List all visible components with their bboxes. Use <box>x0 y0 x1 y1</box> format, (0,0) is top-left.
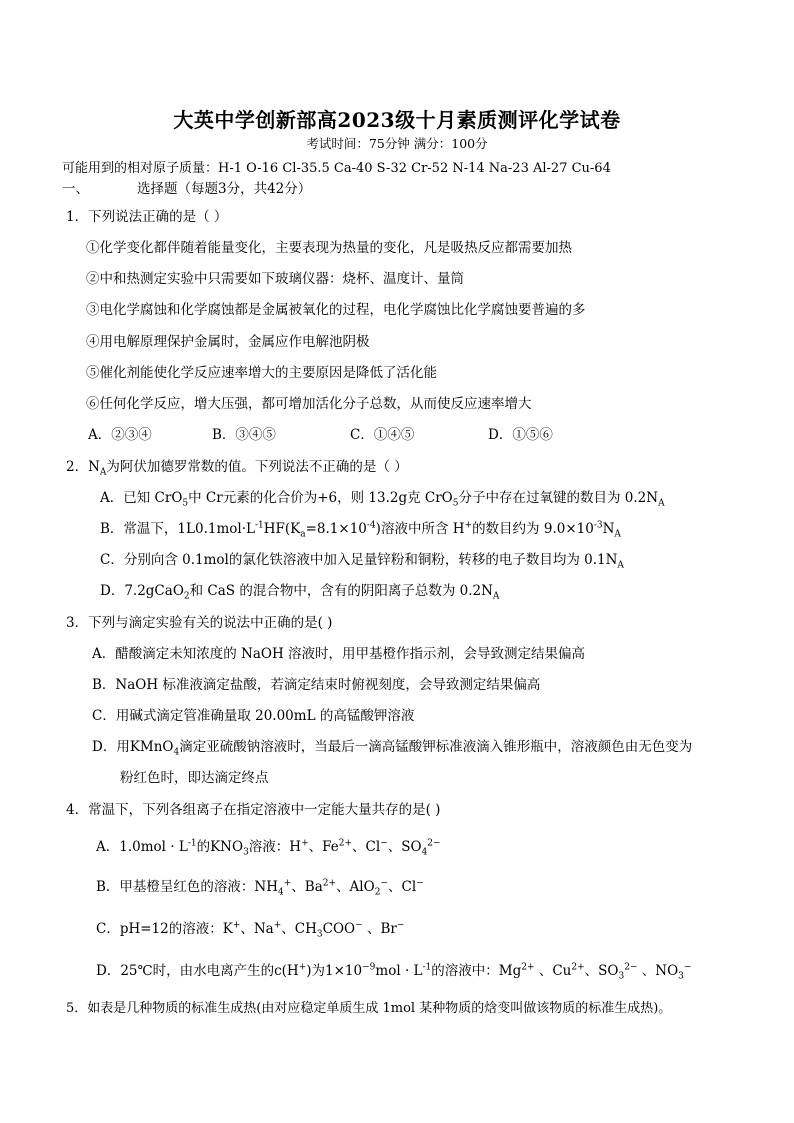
q3-option-a: A．醋酸滴定未知浓度的 NaOH 溶液时，用甲基橙作指示剂，会导致测定结果偏高 <box>92 646 586 662</box>
exam-info: 考试时间：75分钟 满分：100分 <box>306 136 488 151</box>
q4-option-c: C．pH=12的溶液：K+、Na+、$CH_3COO^-$ 、Br− <box>96 920 405 940</box>
q1-item: ③电化学腐蚀和化学腐蚀都是金属被氧化的过程，电化学腐蚀比化学腐蚀要普遍的多 <box>86 302 586 318</box>
q4-option-b: B．甲基橙呈红色的溶液：$NH_4^+$、$Ba^{2+}$、AlO$_2$−、Cl− <box>96 878 424 898</box>
page-title: 大英中学创新部高2023级十月素质测评化学试卷 <box>173 108 621 132</box>
q2-option-a: A．已知 CrO$_5$中 Cr元素的化合价为+6，则 13.2g克 CrO$_5$分子中存在过氧键的数目为 $0.2N_A$ <box>100 490 665 509</box>
q3-option-d: D．用KMnO$_4$滴定亚硫酸钠溶液时，当最后一滴高锰酸钾标准液滴入锥形瓶中，溶液颜色由无色变为 <box>92 739 693 758</box>
q3-stem: 3．下列与滴定实验有关的说法中正确的是( ) <box>66 615 333 631</box>
q1-option-b: B．③④⑤ <box>212 427 276 443</box>
q5-stem: 5．如表是几种物质的标准生成热(由对应稳定单质生成 1mol 某种物质的焓变叫做该物质的标准生成热)。 <box>66 1001 672 1016</box>
q1-item: ②中和热测定实验中只需要如下玻璃仪器：烧杯、温度计、量筒 <box>86 271 464 287</box>
q4-option-a: A．$1.0mol \cdot L^{-1}$的$KNO_3$溶液：H+、$Fe^{2+}$、Cl−、$SO_4^{2-}$ <box>96 838 441 858</box>
q3-option-b: B．NaOH 标准液滴定盐酸，若滴定结束时俯视刻度，会导致测定结果偏高 <box>92 677 541 693</box>
q4-option-d: D．25℃时，由水电离产生的c(H+)为$1\times 10^{-9}mol \cdot L^{-1}$的溶液中：$Mg^{2+}$ 、$Cu^{2+}$、$SO_3^{2-}$ 、$NO_3^-$ <box>96 962 692 982</box>
q3-option-c: C．用碱式滴定管准确量取 20.00mL 的高锰酸钾溶液 <box>92 708 415 724</box>
q1-options <box>88 426 553 444</box>
q2-option-b: B．常温下，$1L0.1mol\cdot L^{-1}HF(K_a=8.1\times 10^{-4})$溶液中所含 H+的数目约为 $9.0\times 10^{-3}N_A$ <box>100 520 621 540</box>
q1-option-d: D．①⑤⑥ <box>488 427 553 443</box>
atomic-masses: 可能用到的相对原子质量：H-1 O-16 Cl-35.5 Ca-40 S-32 Cr-52 N-14 Na-23 Al-27 Cu-64 <box>62 161 611 176</box>
section-number: 一、 <box>62 181 89 197</box>
q1-item: ①化学变化都伴随着能量变化，主要表现为热量的变化，凡是吸热反应都需要加热 <box>86 240 572 256</box>
q2-stem: 2．$N_A$为阿伏加德罗常数的值。下列说法不正确的是（ ） <box>66 459 408 478</box>
q1-option-a: A．②③④ <box>88 427 152 443</box>
q1-stem: 1．下列说法正确的是（ ） <box>66 209 228 225</box>
q3-option-d-continued: 粉红色时，即达滴定终点 <box>120 770 269 786</box>
q1-item: ⑥任何化学反应，增大压强，都可增加活化分子总数，从而使反应速率增大 <box>86 396 532 412</box>
q1-option-c: C．①④⑤ <box>350 427 415 443</box>
q2-option-d: D．7.2gCaO$_2$和 CaS 的混合物中，含有的阴阳离子总数为 $0.2N_A$ <box>100 583 500 602</box>
section-heading <box>62 180 311 198</box>
q1-item: ④用电解原理保护金属时，金属应作电解池阴极 <box>86 334 370 350</box>
q2-option-c: C．分别向含 0.1mol的氯化铁溶液中加入足量锌粉和铜粉，转移的电子数目均为 $0.1N_A$ <box>100 552 624 571</box>
q4-stem: 4．常温下，下列各组离子在指定溶液中一定能大量共存的是( ) <box>66 802 441 818</box>
section-title: 选择题（每题3分，共42分） <box>137 181 312 197</box>
q1-item: ⑤催化剂能使化学反应速率增大的主要原因是降低了活化能 <box>86 365 437 381</box>
